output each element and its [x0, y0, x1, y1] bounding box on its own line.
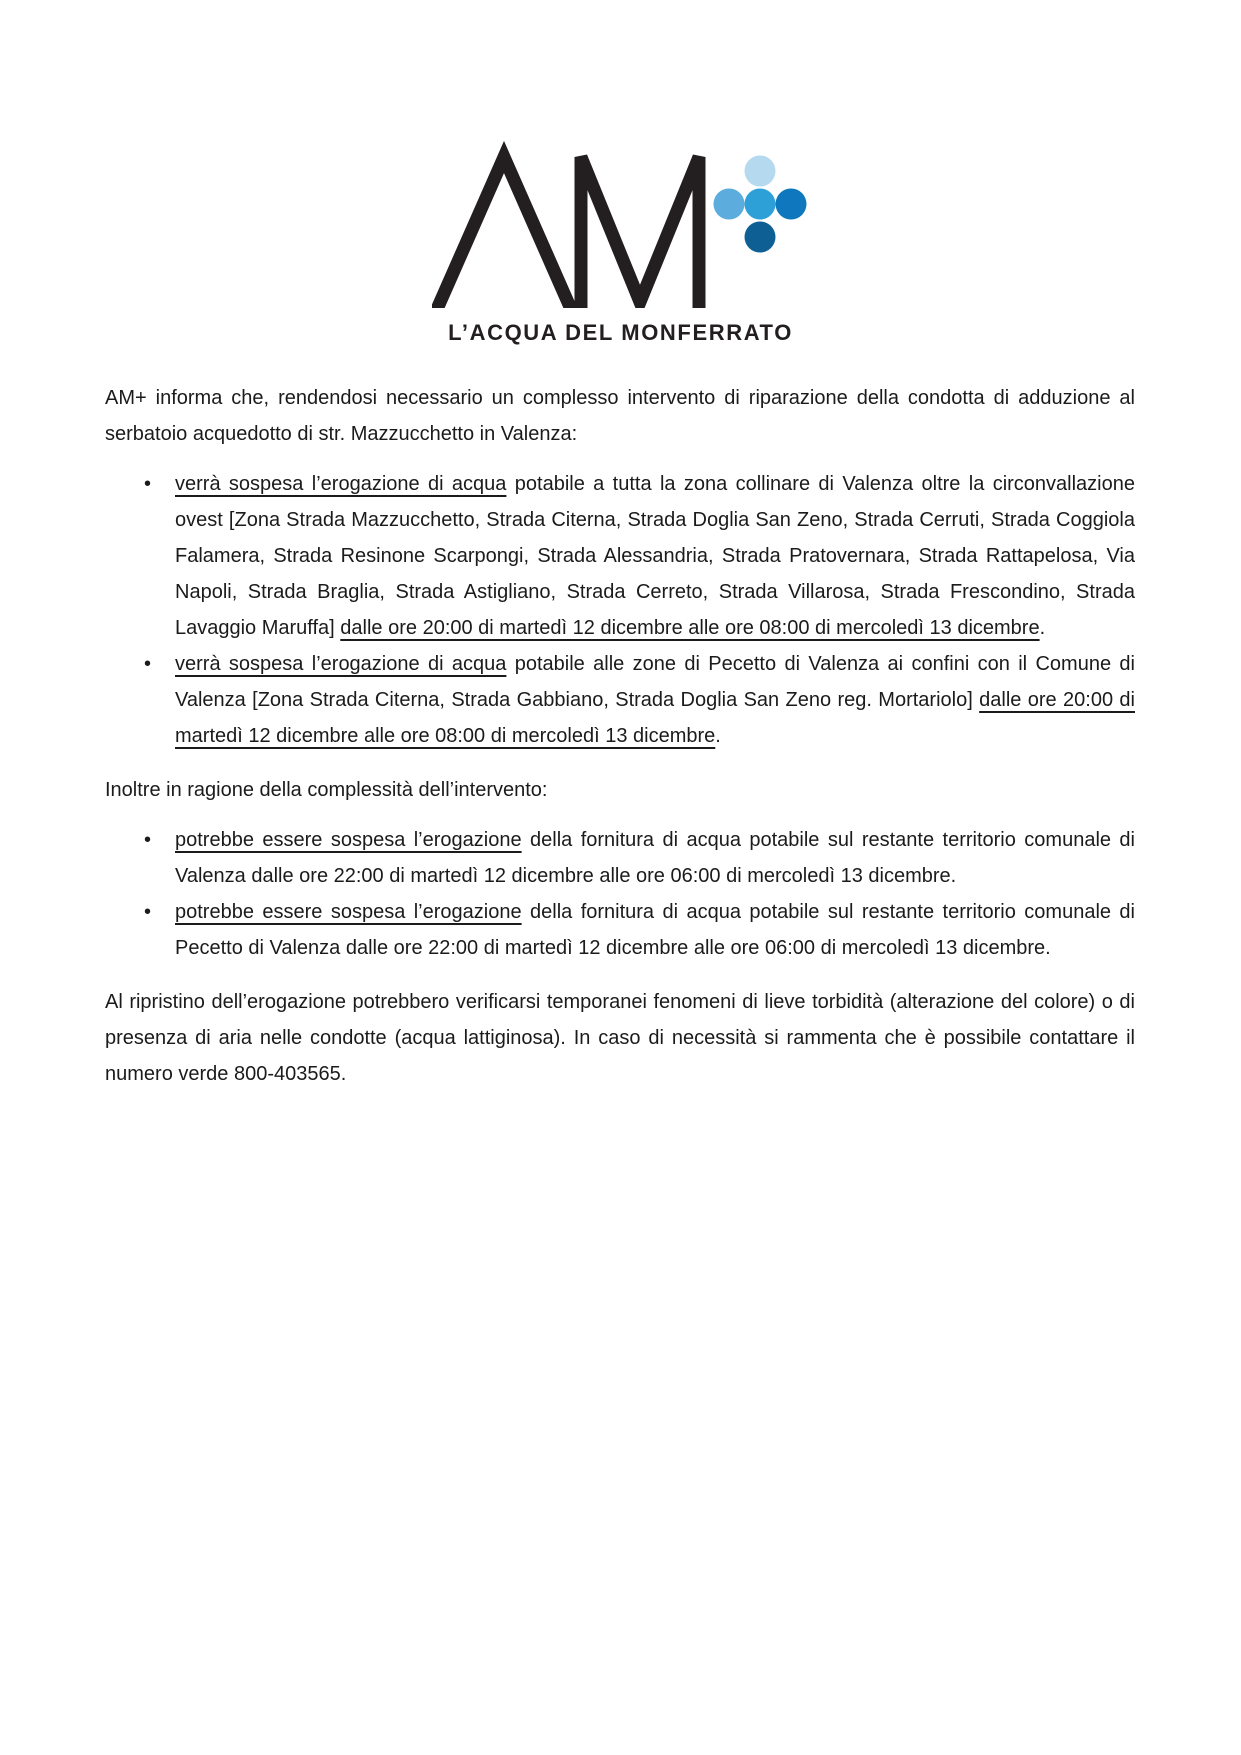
- body-text: Al ripristino dell’erogazione potrebbero verificarsi temporanei fenomeni di lieve torbidità (alterazione del colore) o di presenza di aria nelle condotte (acqua lattiginosa). In caso di necessità si rammenta che è possibile contattare il numero verde 800-403565.: [105, 991, 1135, 1085]
- logo-letter-m: [581, 157, 699, 308]
- paragraph: [105, 984, 1135, 1092]
- bullet-marker: •: [144, 473, 152, 495]
- document-body: [105, 380, 1135, 1092]
- underlined-text: verrà sospesa l’erogazione di acqua: [175, 653, 507, 675]
- body-text: .: [1039, 617, 1046, 639]
- bullet-marker: •: [144, 653, 152, 675]
- underlined-text: potrebbe essere sospesa l’erogazione: [175, 901, 522, 923]
- underlined-text: verrà sospesa l’erogazione di acqua: [175, 473, 507, 495]
- underlined-text: dalle ore 20:00 di martedì 12 dicembre alle ore 08:00 di mercoledì 13 dicembre: [175, 689, 1135, 747]
- list-item: [105, 646, 1135, 754]
- underlined-text: potrebbe essere sospesa l’erogazione: [175, 829, 522, 851]
- body-text: AM+ informa che, rendendosi necessario un complesso intervento di riparazione della condotta di adduzione al serbatoio acquedotto di str. Mazzucchetto in Valenza:: [105, 387, 1135, 445]
- body-text: potabile alle zone di Pecetto di Valenza ai confini con il Comune di Valenza [Zona Strada Citerna, Strada Gabbiano, Strada Doglia San Zeno reg. Mortariolo]: [175, 653, 1135, 711]
- paragraph: [105, 380, 1135, 452]
- underlined-text: dalle ore 20:00 di martedì 12 dicembre alle ore 08:00 di mercoledì 13 dicembre: [340, 617, 1040, 639]
- bullet-list: [105, 822, 1135, 966]
- body-text: Inoltre in ragione della complessità dell’intervento:: [105, 779, 548, 801]
- body-text: della fornitura di acqua potabile sul restante territorio comunale di Valenza dalle ore 22:00 di martedì 12 dicembre alle ore 06:00 di mercoledì 13 dicembre.: [175, 829, 1135, 887]
- body-text: .: [715, 725, 721, 747]
- logo-section: [0, 0, 1241, 346]
- list-item: [105, 894, 1135, 966]
- bullet-marker: •: [144, 901, 152, 923]
- list-item: [105, 466, 1135, 646]
- paragraph: [105, 772, 1135, 808]
- bullet-marker: •: [144, 829, 152, 851]
- logo-letter-a: [434, 157, 574, 308]
- list-item: [105, 822, 1135, 894]
- logo-wordmark: L’ACQUA DEL MONFERRATO: [448, 320, 793, 345]
- body-text: potabile a tutta la zona collinare di Valenza oltre la circonvallazione ovest [Zona Strada Mazzucchetto, Strada Citerna, Strada Doglia San Zeno, Strada Cerruti, Strada Coggiola Falamera, Strada Resinone Scarpongi, Strada Alessandria, Strada Pratovernara, Strada Rattapelosa, Via Napoli, Strada Braglia, Strada Astigliano, Strada Cerreto, Strada Villarosa, Strada Frescondino, Strada Lavaggio Maruffa]: [175, 473, 1135, 639]
- am-plus-logo-icon: [432, 138, 810, 308]
- bullet-list: [105, 466, 1135, 754]
- logo-plus-icon: [713, 156, 806, 253]
- body-text: della fornitura di acqua potabile sul restante territorio comunale di Pecetto di Valenza dalle ore 22:00 di martedì 12 dicembre alle ore 06:00 di mercoledì 13 dicembre.: [175, 901, 1135, 959]
